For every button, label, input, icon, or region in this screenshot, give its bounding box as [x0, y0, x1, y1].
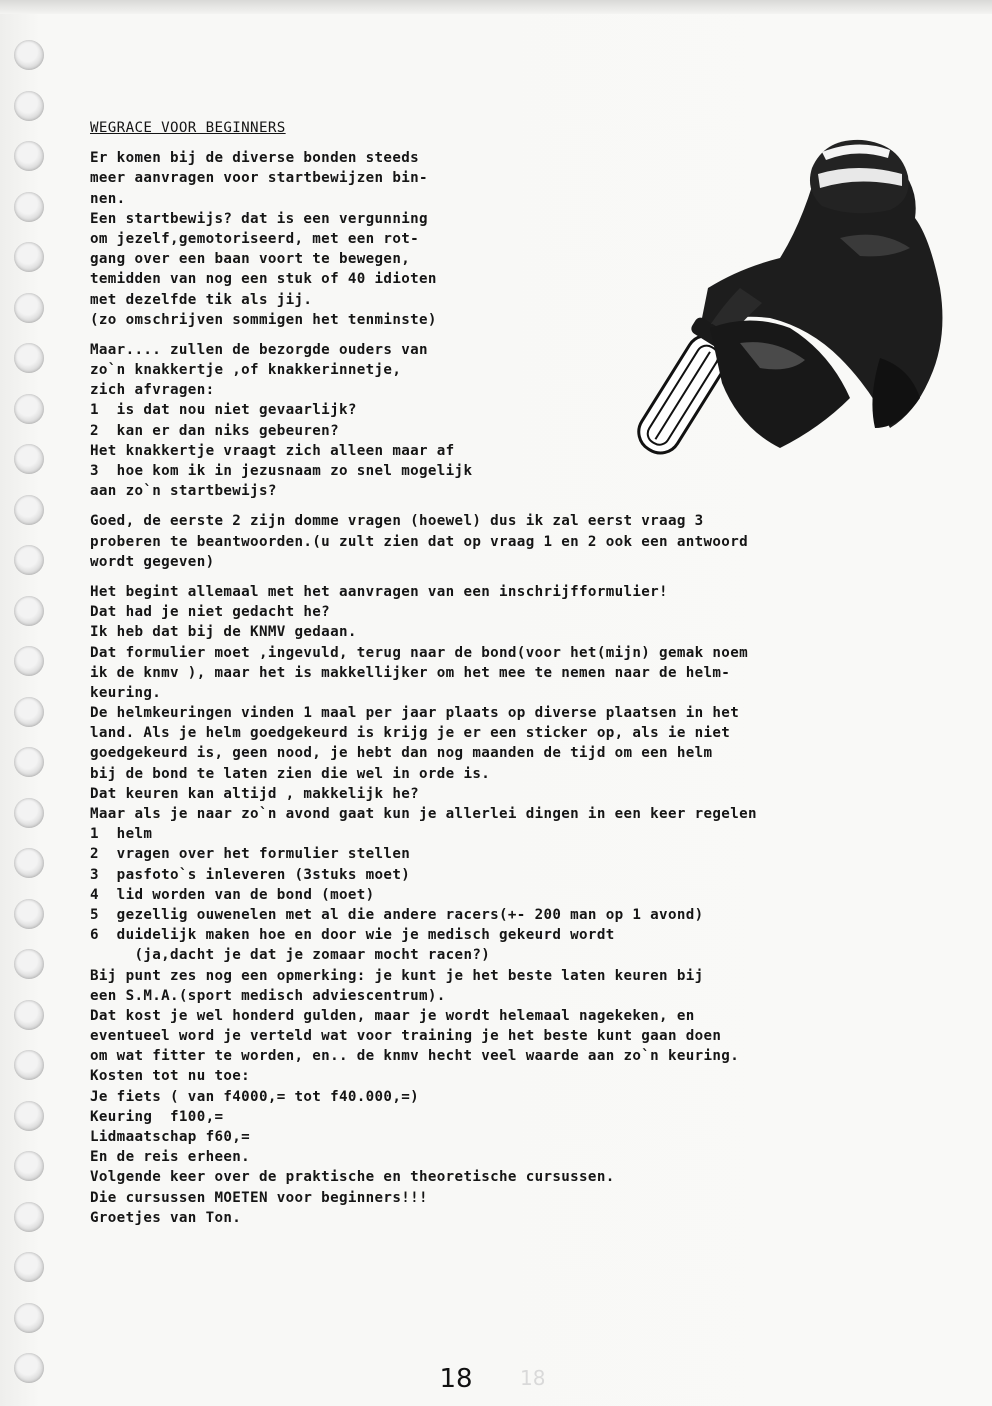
- punch-hole-icon: [14, 242, 44, 272]
- text-line: 6 duidelijk maken hoe en door wie je medisch gekeurd wordt: [90, 927, 615, 944]
- punch-hole-icon: [14, 646, 44, 676]
- punch-hole-icon: [14, 192, 44, 222]
- text-line: Maar.... zullen de bezorgde ouders van: [90, 341, 428, 358]
- punch-hole-icon: [14, 1000, 44, 1030]
- punch-hole-icon: [14, 1101, 44, 1131]
- text-line: proberen te beantwoorden.(u zult zien dat op vraag 1 en 2 ook een antwoord: [90, 533, 748, 550]
- body-paragraph: [90, 582, 940, 1228]
- text-line: Het knakkertje vraagt zich alleen maar af: [90, 442, 455, 459]
- text-line: Kosten tot nu toe:: [90, 1068, 251, 1085]
- text-line: Een startbewijs? dat is een vergunning: [90, 210, 428, 227]
- text-line: zo`n knakkertje ,of knakkerinnetje,: [90, 362, 402, 379]
- punch-hole-icon: [14, 495, 44, 525]
- text-line: 3 hoe kom ik in jezusnaam zo snel mogelijk: [90, 463, 473, 479]
- punch-hole-icon: [14, 899, 44, 929]
- text-line: temidden van nog een stuk of 40 idioten: [90, 271, 437, 288]
- scan-top-edge: [0, 0, 992, 14]
- text-line: En de reis erheen.: [90, 1149, 251, 1166]
- punch-hole-icon: [14, 343, 44, 373]
- text-line: Je fiets ( van f4000,= tot f40.000,=): [90, 1088, 419, 1105]
- text-line: Er komen bij de diverse bonden steeds: [90, 150, 419, 167]
- punch-hole-icon: [14, 1353, 44, 1383]
- text-line: aan zo`n startbewijs?: [90, 483, 277, 500]
- punch-hole-icon: [14, 697, 44, 727]
- text-line: met dezelfde tik als jij.: [90, 291, 313, 308]
- intro-paragraph: [90, 148, 940, 330]
- punch-hole-icon: [14, 444, 44, 474]
- text-line: Keuring f100,=: [90, 1108, 224, 1125]
- punch-hole-icon: [14, 141, 44, 171]
- punch-hole-icon: [14, 1303, 44, 1333]
- text-line: bij de bond te laten zien die wel in orde is.: [90, 765, 491, 782]
- text-line: Bij punt zes nog een opmerking: je kunt je het beste laten keuren bij: [90, 967, 704, 984]
- punch-hole-icon: [14, 394, 44, 424]
- text-line: nen.: [90, 190, 126, 207]
- text-line: Dat kost je wel honderd gulden, maar je wordt helemaal nagekeken, en: [90, 1007, 695, 1024]
- text-line: Goed, de eerste 2 zijn domme vragen (hoewel) dus ik zal eerst vraag 3: [90, 513, 704, 530]
- punch-hole-icon: [14, 1202, 44, 1232]
- punch-hole-icon: [14, 848, 44, 878]
- text-line: Die cursussen MOETEN voor beginners!!!: [90, 1189, 428, 1206]
- text-line: 2 vragen over het formulier stellen: [90, 846, 411, 863]
- punch-hole-icon: [14, 1252, 44, 1282]
- punch-hole-icon: [14, 91, 44, 121]
- text-line: goedgekeurd is, geen nood, je hebt dan nog maanden de tijd om een helm: [90, 745, 713, 762]
- punch-hole-icon: [14, 40, 44, 70]
- text-line: Maar als je naar zo`n avond gaat kun je allerlei dingen in een keer regelen: [90, 806, 757, 822]
- text-line: Dat had je niet gedacht he?: [90, 604, 331, 621]
- punch-hole-icon: [14, 596, 44, 626]
- punch-hole-icon: [14, 293, 44, 323]
- text-line: 2 kan er dan niks gebeuren?: [90, 422, 339, 439]
- text-line: keuring.: [90, 684, 162, 701]
- text-line: meer aanvragen voor startbewijzen bin-: [90, 170, 428, 187]
- text-line: 3 pasfoto`s inleveren (3stuks moet): [90, 866, 411, 883]
- text-line: 4 lid worden van de bond (moet): [90, 886, 375, 903]
- text-line: een S.M.A.(sport medisch adviescentrum).: [90, 987, 446, 1004]
- text-line: ik de knmv ), maar het is makkellijker om het mee te nemen naar de helm-: [90, 664, 731, 681]
- text-line: Lidmaatschap f60,=: [90, 1129, 251, 1145]
- text-line: 1 is dat nou niet gevaarlijk?: [90, 402, 357, 419]
- page-number: 18: [439, 1364, 473, 1394]
- text-line: (ja,dacht je dat je zomaar mocht racen?): [90, 947, 491, 964]
- punch-hole-icon: [14, 949, 44, 979]
- text-line: (zo omschrijven sommigen het tenminste): [90, 311, 437, 328]
- text-line: om wat fitter te worden, en.. de knmv hecht veel waarde aan zo`n keuring.: [90, 1048, 740, 1065]
- text-line: Dat formulier moet ,ingevuld, terug naar de bond(voor het(mijn) gemak noem: [90, 644, 748, 661]
- text-line: Groetjes van Ton.: [90, 1209, 242, 1226]
- text-line: 5 gezellig ouwenelen met al die andere racers(+- 200 man op 1 avond): [90, 906, 704, 923]
- text-line: 1 helm: [90, 826, 153, 843]
- text-line: De helmkeuringen vinden 1 maal per jaar plaats op diverse plaatsen in het: [90, 705, 740, 722]
- text-line: Ik heb dat bij de KNMV gedaan.: [90, 624, 357, 641]
- text-line: Volgende keer over de praktische en theoretische cursussen.: [90, 1169, 615, 1186]
- text-line: om jezelf,gemotoriseerd, met een rot-: [90, 230, 419, 247]
- punch-hole-icon: [14, 798, 44, 828]
- text-line: wordt gegeven): [90, 553, 215, 570]
- punch-hole-icon: [14, 1151, 44, 1181]
- text-line: Dat keuren kan altijd , makkelijk he?: [90, 785, 419, 802]
- punch-hole-icon: [14, 747, 44, 777]
- text-line: land. Als je helm goedgekeurd is krijg je er een sticker op, als ie niet: [90, 725, 731, 742]
- article-title: WEGRACE VOOR BEGINNERS: [90, 120, 286, 136]
- questions-paragraph: [90, 340, 940, 502]
- binder-holes: [14, 40, 54, 1400]
- bleed-through-page-number: 18: [520, 1366, 546, 1390]
- article-body: [90, 118, 940, 1228]
- text-line: zich afvragen:: [90, 382, 215, 399]
- text-line: gang over een baan voort te bewegen,: [90, 251, 411, 268]
- punch-hole-icon: [14, 545, 44, 575]
- answer-paragraph: [90, 511, 940, 572]
- text-line: Het begint allemaal met het aanvragen van een inschrijfformulier!: [90, 583, 668, 600]
- text-line: eventueel word je verteld wat voor training je het beste kunt gaan doen: [90, 1028, 722, 1045]
- punch-hole-icon: [14, 1050, 44, 1080]
